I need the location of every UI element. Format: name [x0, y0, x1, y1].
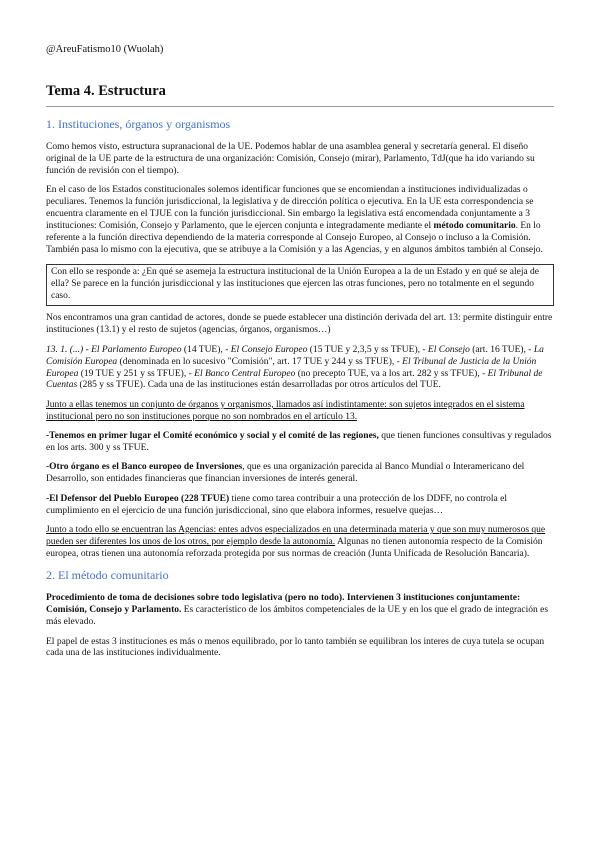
agencias-text: Algunas no tienen autonomía respecto de la Comisión europea, otras tienen una autonomía reforzada protegida por sus normas de creación (Junta Unificada de Resolución Bancaria).	[46, 536, 543, 559]
paragraph-intro: Como hemos visto, estructura supranacional de la UE. Podemos hablar de una asamblea general y secretaría general. El diseño original de la UE parte de la estructura de una organización: Comisión, Consejo (mirar), Parlamento, TdJ(que ha ido variando su función de revisión con el tiempo).	[46, 142, 535, 176]
procedimiento-term: Procedimiento de toma de decisiones sobre todo legislativa (pero no todo). Intervienen 3 instituciones conjuntamente: Comisión, Consejo y Parlamento.	[46, 593, 521, 616]
section-heading-metodo-comunitario: 2. El método comunitario	[46, 568, 169, 583]
paragraph-funciones	[46, 185, 554, 256]
comite-text: que tienen funciones consultivas y regulados en los arts. 300 y ss TFUE.	[46, 431, 552, 454]
art13-text: (no precepto TUE, va a los art. 282 y ss TFUE), -	[295, 368, 488, 379]
art13-consejo-europeo: El Consejo Europeo	[230, 344, 308, 355]
paragraph-funciones-text: En el caso de los Estados constitucionales solemos identificar funciones que se encomiendan a instituciones individualizadas o peculiares. Tenemos la función jurisdiccional, la legislativa y de dirección política o ejecutiva. En la UE esta correspondencia se encuentra claramente en el TJUE con la función jurisdiccional. Sin embargo la legislativa está encomendada conjuntamente a 3 instituciones: Comisión, Consejo y Parlamento, que le ejercen conjunta e integradamente mediante el	[46, 185, 534, 231]
art13-consejo: El Consejo	[427, 344, 470, 355]
art13-text: (15 TUE y 2,3,5 y ss TFUE), -	[307, 344, 428, 355]
art13-comision: La Comisión Europea	[46, 344, 544, 367]
procedimiento-text: Es característico de los ámbitos competenciales de la UE y en los que el grado de integración es más elevado.	[46, 605, 549, 628]
highlight-box	[46, 264, 554, 306]
paragraph-procedimiento	[46, 593, 554, 629]
art13-text: (art. 16 TUE), -	[469, 344, 534, 355]
author-handle: @AreuFatismo10 (Wuolah)	[46, 44, 164, 55]
document-title: Tema 4. Estructura	[46, 83, 166, 99]
art13-tribunal-justicia: El Tribunal de Justicia de la Unión Europea	[46, 356, 537, 379]
title-divider	[46, 106, 554, 107]
banco-inversiones-text: , que es una organización parecida al Banco Mundial o Interamericano del Desarrollo, son entidades financieras que financian inversiones de interés general.	[46, 462, 525, 485]
banco-inversiones-term: -Otro órgano es el Banco europeo de Inversiones	[46, 462, 243, 473]
art13-parlamento: 13. 1. (...) - El Parlamento Europeo	[46, 344, 182, 355]
metodo-comunitario-term: método comunitario	[433, 220, 516, 231]
art13-text: (14 TUE), -	[181, 344, 231, 355]
comite-term: -Tenemos en primer lugar el Comité económico y social y el comité de las regiones,	[46, 431, 379, 442]
art13-banco-central: El Banco Central Europeo	[194, 368, 296, 379]
art13-text: (denominada en lo sucesivo "Comisión", art. 17 TUE y 244 y ss TFUE), -	[117, 356, 403, 367]
paragraph-articulo-13	[46, 345, 554, 393]
paragraph-actores: Nos encontramos una gran cantidad de actores, donde se puede establecer una distinción derivada del art. 13: permite distinguir entre instituciones (13.1) y el resto de sujetos (agencias, órganos, organismos…)	[46, 313, 553, 336]
paragraph-banco-inversiones	[46, 462, 554, 486]
paragraph-equilibrio: El papel de estas 3 instituciones es más o menos equilibrado, por lo tanto también se equilibran los interes de cuya tutela se ocupan cada una de las instituciones individualmente.	[46, 636, 545, 659]
art13-tribunal-cuentas: El Tribunal de Cuentas	[46, 368, 543, 391]
paragraph-agencias	[46, 525, 554, 561]
agencias-underlined: Junto a todo ello se encuentran las Agencias: entes advos especializados en una determinada materia y que son muy numerosos que pueden ser diferentes los unos de los otros, por ejemplo desde la autonomía.	[46, 525, 546, 547]
art13-text: (19 TUE y 251 y ss TFUE), -	[78, 368, 195, 379]
highlight-box-text: Con ello se responde a: ¿En qué se asemeja la estructura institucional de la Unión Europea a la de un Estado y en qué se aleja de ella? Se parece en la función jurisdiccional y las instituciones que ejercen las otras funciones, pero no totalmente en el segundo caso.	[51, 267, 540, 301]
paragraph-comite	[46, 431, 554, 455]
paragraph-funciones-rest: . En lo referente a la función directiva dependiendo de la materia corresponde al Consejo Europeo, al Consejo o incluso a la Comisión. También pasa lo mismo con la ejecutiva, que se atribuye a la Comisión y a las Agencias, y en algunos ámbitos también al Consejo.	[46, 220, 543, 255]
paragraph-defensor	[46, 494, 554, 518]
defensor-text: tiene como tarea contribuir a una protección de los DDFF, no controla el cumplimiento en el ejercicio de una función jurisdiccional, sino que elabora informes, resuelve quejas…	[46, 493, 507, 516]
art13-text: (285 y ss TFUE). Cada una de las instituciones están desarrolladas por otros artículos del TUE.	[77, 380, 441, 391]
section-heading-instituciones: 1. Instituciones, órganos y organismos	[46, 117, 231, 131]
paragraph-organos: Junto a ellas tenemos un conjunto de órganos y organismos, llamados así indistintamente: son sujetos integrados en el sistema institucional pero no son instituciones porque no son nombrados en el artículo 13.	[46, 399, 525, 422]
defensor-term: -El Defensor del Pueblo Europeo (228 TFUE)	[46, 493, 230, 504]
